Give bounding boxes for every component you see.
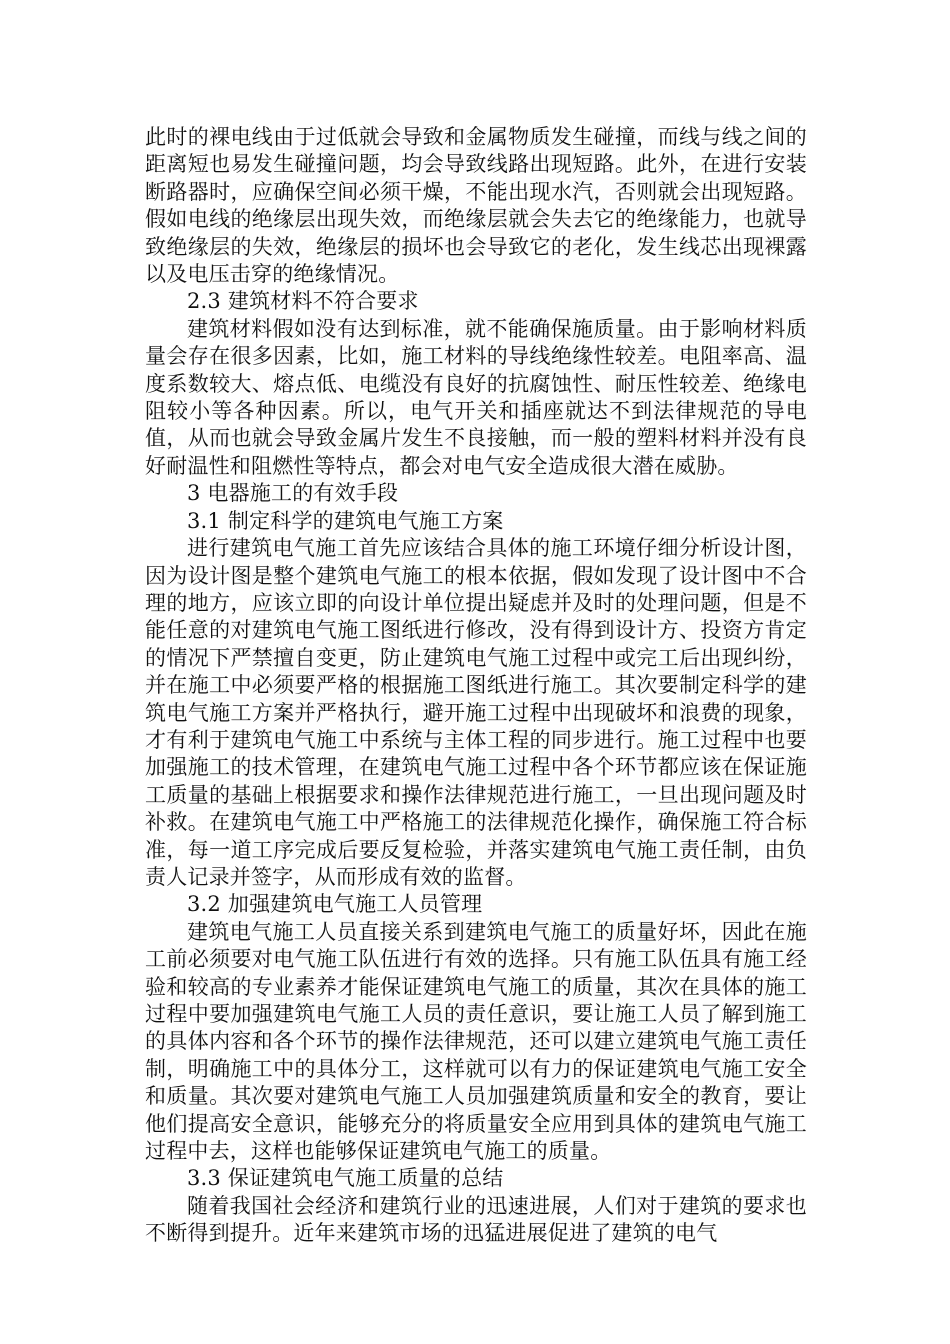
heading-3: 3 电器施工的有效手段 <box>187 481 399 506</box>
paragraph-summary: 随着我国社会经济和建筑行业的迅速进展，人们对于建筑的要求也不断得到提升。近年来建筑市场的迅猛进展促进了建筑的电气 <box>145 1193 807 1246</box>
paragraph-materials: 建筑材料假如没有达到标准，就不能确保施质量。由于影响材料质量会存在很多因素，比如，施工材料的导线绝缘性较差。电阻率高、温度系数较大、熔点低、电缆没有良好的抗腐蚀性、耐压性较差、绝缘电阻较小等各种因素。所以，电气开关和插座就达不到法律规范的导电值，从而也就会导致金属片发生不良接触，而一般的塑料材料并没有良好耐温性和阻燃性等特点，都会对电气安全造成很大潜在威胁。 <box>145 316 807 478</box>
paragraph-short-circuit-causes: 此时的裸电线由于过低就会导致和金属物质发生碰撞，而线与线之间的距离短也易发生碰撞问题，均会导致线路出现短路。此外，在进行安装断路器时，应确保空间必须干燥，不能出现水汽，否则就会出现短路。假如电线的绝缘层出现失效，而绝缘层就会失去它的绝缘能力，也就导致绝缘层的失效，绝缘层的损坏也会导致它的老化，发生线芯出现裸露以及电压击穿的绝缘情况。 <box>145 125 807 287</box>
paragraph-construction-plan: 进行建筑电气施工首先应该结合具体的施工环境仔细分析设计图，因为设计图是整个建筑电气施工的根本依据，假如发现了设计图中不合理的地方，应该立即的向设计单位提出疑虑并及时的处理问题，但是不能任意的对建筑电气施工图纸进行修改，没有得到设计方、投资方肯定的情况下严禁擅自变更，防止建筑电气施工过程中或完工后出现纠纷，并在施工中必须要严格的根据施工图纸进行施工。其次要制定科学的建筑电气施工方案并严格执行，避开施工过程中出现破坏和浪费的现象，才有利于建筑电气施工中系统与主体工程的同步进行。施工过程中也要加强施工的技术管理，在建筑电气施工过程中各个环节都应该在保证施工质量的基础上根据要求和操作法律规范进行施工，一旦出现问题及时补救。在建筑电气施工中严格施工的法律规范化操作，确保施工符合标准，每一道工序完成后要反复检验，并落实建筑电气施工责任制，由负责人记录并签字，从而形成有效的监督。 <box>145 536 807 889</box>
document-body <box>145 124 807 1248</box>
paragraph-personnel-management: 建筑电气施工人员直接关系到建筑电气施工的质量好坏，因此在施工前必须要对电气施工队伍进行有效的选择。只有施工队伍具有施工经验和较高的专业素养才能保证建筑电气施工的质量，其次在具体的施工过程中要加强建筑电气施工人员的责任意识，要让施工人员了解到施工的具体内容和各个环节的操作法律规范，还可以建立建筑电气施工责任制，明确施工中的具体分工，这样就可以有力的保证建筑电气施工安全和质量。其次要对建筑电气施工人员加强建筑质量和安全的教育，要让他们提高安全意识，能够充分的将质量安全应用到具体的建筑电气施工过程中去，这样也能够保证建筑电气施工的质量。 <box>145 919 807 1164</box>
heading-2-3: 2.3 建筑材料不符合要求 <box>187 289 419 314</box>
heading-3-3: 3.3 保证建筑电气施工质量的总结 <box>187 1166 504 1191</box>
heading-3-2: 3.2 加强建筑电气施工人员管理 <box>187 892 483 917</box>
heading-3-1: 3.1 制定科学的建筑电气施工方案 <box>187 508 504 533</box>
